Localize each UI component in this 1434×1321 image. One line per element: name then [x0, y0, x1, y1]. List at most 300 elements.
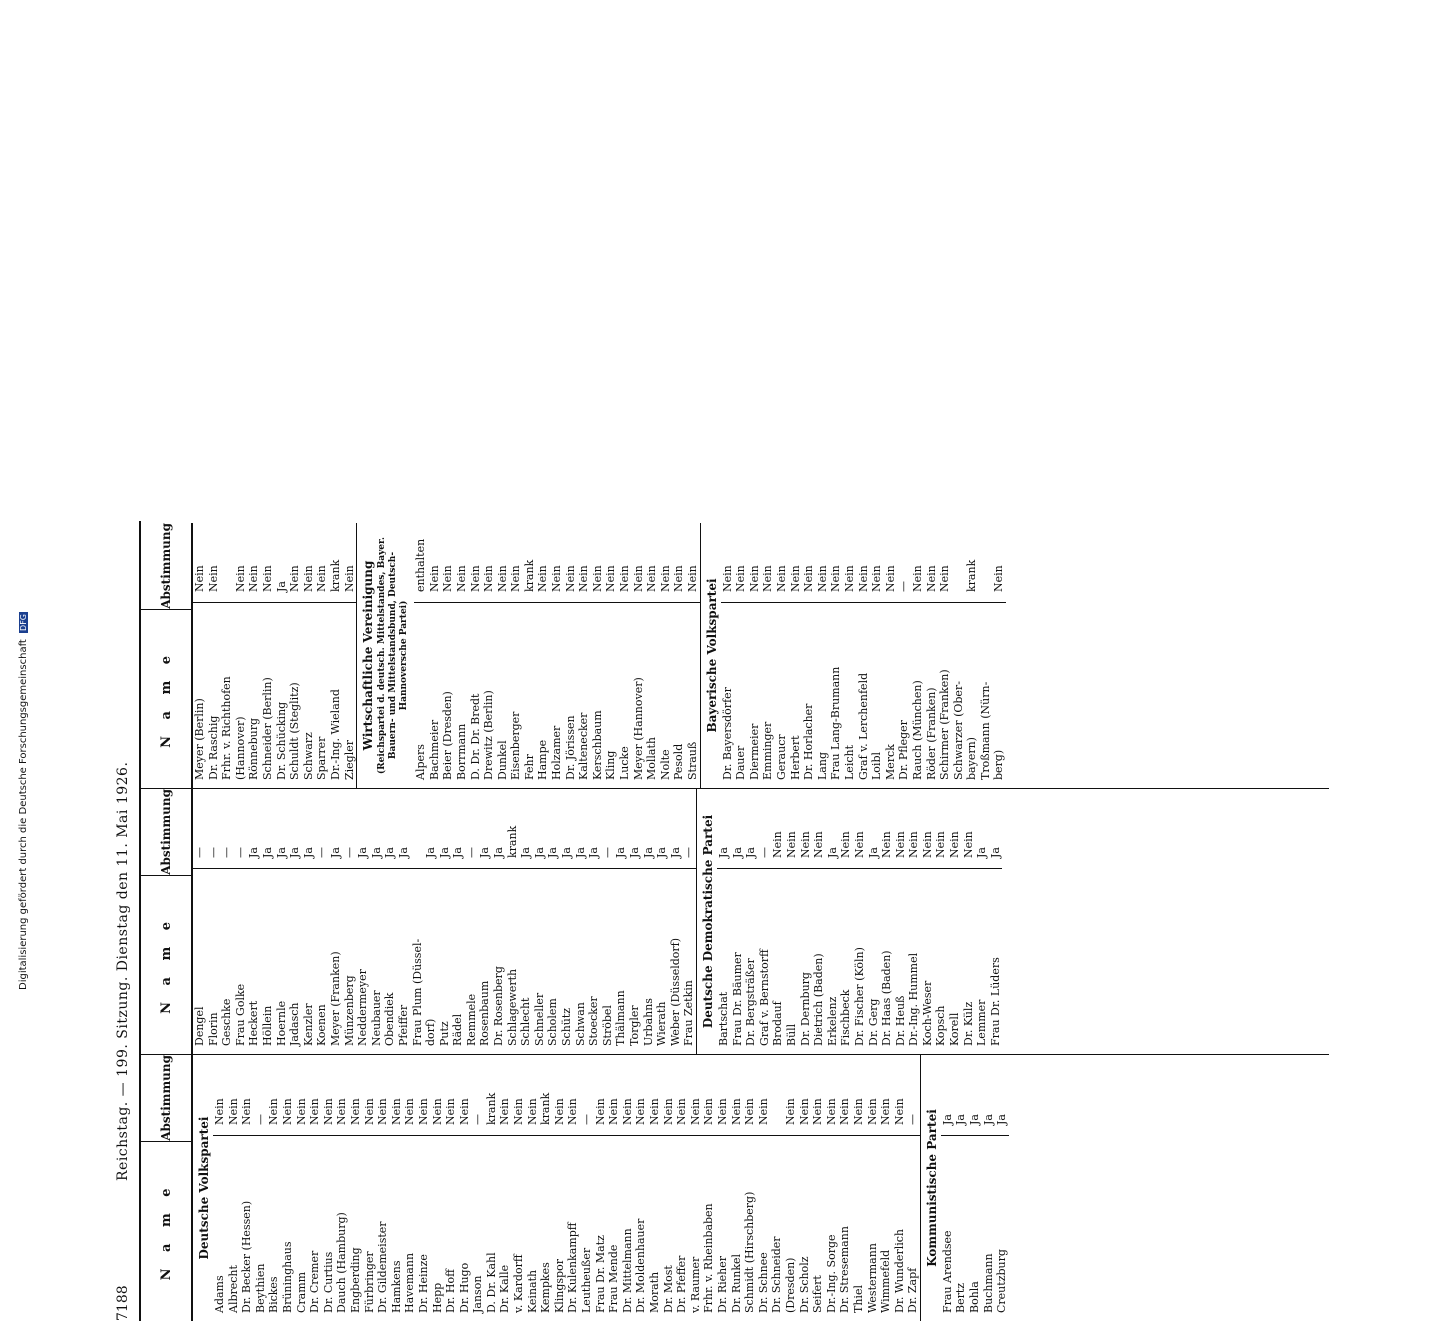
member-name: Dr. Stresemann — [838, 1135, 852, 1321]
vote-value: Nein — [342, 565, 356, 592]
vote-value: Nein — [880, 831, 894, 858]
vote-value: Ja — [825, 847, 839, 858]
vote-value: Nein — [550, 565, 564, 592]
vote-value: Nein — [812, 831, 826, 858]
vote-value: Ja — [975, 847, 989, 858]
member-name: Bertz — [954, 1135, 968, 1321]
table-row — [315, 523, 329, 788]
table-row — [220, 789, 234, 1054]
vote-value: Nein — [618, 565, 632, 592]
vote-value: Nein — [468, 565, 482, 592]
vote-value: Nein — [226, 1098, 240, 1125]
vote-value: Nein — [233, 565, 247, 592]
member-name: Thälmann — [614, 868, 628, 1054]
table-row — [220, 523, 234, 788]
table-row — [492, 789, 506, 1054]
table-row — [566, 1055, 580, 1321]
member-name: Buchmann — [982, 1135, 996, 1321]
member-name: Dr. Moldenhauer — [634, 1135, 648, 1321]
member-name: Dr. Gildemeister — [376, 1135, 390, 1321]
member-name: Dengel — [193, 868, 207, 1054]
member-name: Frau Lang-Brumann — [829, 602, 843, 788]
vote-value: Ja — [451, 847, 465, 858]
member-name: Diermeier — [748, 602, 762, 788]
table-row — [921, 789, 935, 1054]
table-column — [141, 1055, 1329, 1321]
member-name: Leutheußer — [580, 1135, 594, 1321]
vote-value: Nein — [715, 1098, 729, 1125]
party-member-list — [193, 789, 696, 1054]
table-row — [411, 789, 425, 1054]
member-name: D. Dr. Kahl — [485, 1135, 499, 1321]
member-name: Dr. Rieher — [716, 1135, 730, 1321]
vote-value: Nein — [457, 1098, 471, 1125]
table-row — [247, 789, 261, 1054]
vote-value: Nein — [879, 1098, 893, 1125]
table-row — [852, 1055, 866, 1321]
member-name: Obendiek — [383, 868, 397, 1054]
vote-value: Nein — [315, 565, 329, 592]
table-row — [438, 789, 452, 1054]
table-row — [682, 789, 696, 1054]
member-name: Havemann — [403, 1135, 417, 1321]
member-name: Strauß — [686, 602, 700, 788]
vote-value: Nein — [938, 565, 952, 592]
vote-value: Nein — [992, 565, 1006, 592]
member-name: Mollath — [645, 602, 659, 788]
member-name: Schneller — [533, 868, 547, 1054]
vote-value: Ja — [546, 847, 560, 858]
vote-header: Abstimmung — [159, 789, 173, 875]
table-row — [550, 523, 564, 788]
vote-value: Nein — [240, 1098, 254, 1125]
member-name: Merck — [884, 602, 898, 788]
member-name: Dietrich (Baden) — [812, 868, 826, 1054]
member-name: Rädel — [451, 868, 465, 1054]
table-row — [758, 789, 772, 1054]
member-name: Janson — [471, 1135, 485, 1321]
table-row — [207, 523, 221, 788]
member-name: Frhr. v. Richthofen — [220, 602, 234, 788]
member-name: Dr. Schnee — [757, 1135, 771, 1321]
vote-value: Ja — [573, 847, 587, 858]
table-row — [498, 1055, 512, 1321]
table-row — [829, 523, 843, 788]
member-name: Dr. Runkel — [730, 1135, 744, 1321]
member-name: Lemmer — [975, 868, 989, 1054]
credit-text: Digitalisierung gefördert durch die Deutsche Forschungsgemeinschaft — [18, 639, 29, 990]
table-row — [659, 523, 673, 788]
member-name: Münzenberg — [343, 868, 357, 1054]
member-name: Dr. Cremer — [308, 1135, 322, 1321]
table-row — [669, 789, 683, 1054]
vote-value: Nein — [842, 565, 856, 592]
table-row — [672, 523, 686, 788]
member-name: Meyer (Franken) — [329, 868, 343, 1054]
member-name: Urbahns — [642, 868, 656, 1054]
table-row — [485, 1055, 499, 1321]
member-name: Heckert — [247, 868, 261, 1054]
table-row — [546, 789, 560, 1054]
member-name: Korell — [948, 868, 962, 1054]
member-name: Frau Zetkin — [682, 868, 696, 1054]
member-name: Keinath — [526, 1135, 540, 1321]
member-name: Rosenbaum — [478, 868, 492, 1054]
table-row — [335, 1055, 349, 1321]
table-row — [431, 1055, 445, 1321]
vote-value: Nein — [566, 1098, 580, 1125]
table-row — [261, 523, 275, 788]
vote-value: — — [253, 1114, 267, 1125]
party-subheading: (Reichspartei d. deutsch. Mittelstandes, Bayer. Bauern- und Mittelstandsbund, Deutsch-Hannoversche Partei) — [377, 536, 410, 775]
party-heading: Wirtschaftliche Vereinigung — [361, 560, 376, 751]
member-name: Frau Arendsee — [941, 1135, 955, 1321]
vote-value: Nein — [675, 1098, 689, 1125]
table-row — [574, 789, 588, 1054]
member-name: Schmidt (Hirschberg) — [743, 1135, 757, 1321]
party-member-list — [941, 1055, 1009, 1321]
member-name: Jadasch — [288, 868, 302, 1054]
party-member-list — [414, 523, 699, 788]
vote-value: Nein — [734, 565, 748, 592]
member-name: dorf) — [424, 868, 438, 1054]
table-row — [893, 1055, 907, 1321]
vote-value: Nein — [747, 565, 761, 592]
vote-value: Ja — [866, 847, 880, 858]
table-row — [982, 1055, 996, 1321]
vote-value: Nein — [934, 831, 948, 858]
table-row — [948, 789, 962, 1054]
party-member-list — [721, 523, 1006, 788]
vote-value: Nein — [824, 1098, 838, 1125]
table-row — [329, 789, 343, 1054]
vote-value: — — [233, 847, 247, 858]
table-row — [267, 1055, 281, 1321]
table-row — [403, 1055, 417, 1321]
vote-value: krank — [539, 1092, 553, 1125]
member-name: Dunkel — [496, 602, 510, 788]
vote-value: Nein — [376, 1098, 390, 1125]
table-row — [356, 789, 370, 1054]
member-name: Kempkes — [539, 1135, 553, 1321]
member-name: Alpers — [414, 602, 428, 788]
table-row — [254, 1055, 268, 1321]
table-row — [193, 523, 207, 788]
member-name: Troßmann (Nürn- — [979, 602, 993, 788]
member-name: Dauch (Hamburg) — [335, 1135, 349, 1321]
table-row — [770, 1055, 784, 1321]
table-row — [308, 1055, 322, 1321]
table-row — [962, 789, 976, 1054]
vote-value: Nein — [688, 1098, 702, 1125]
table-row — [560, 789, 574, 1054]
member-name: Eisenberger — [509, 602, 523, 788]
vote-value: Nein — [811, 1098, 825, 1125]
vote-value: Nein — [416, 1098, 430, 1125]
table-row — [604, 523, 618, 788]
member-name: Albrecht — [227, 1135, 241, 1321]
column-header — [141, 523, 193, 788]
member-name: Frau Dr. Matz — [594, 1135, 608, 1321]
vote-value: Ja — [478, 847, 492, 858]
vote-value: Ja — [988, 847, 1002, 858]
table-row — [816, 523, 830, 788]
vote-value: — — [471, 1114, 485, 1125]
member-name: Loibl — [870, 602, 884, 788]
party-heading: Kommunistische Partei — [924, 1109, 939, 1267]
member-name: Seifert — [811, 1135, 825, 1321]
table-row — [645, 523, 659, 788]
table-column — [141, 523, 1329, 789]
table-row — [465, 789, 479, 1054]
vote-value: Nein — [634, 1098, 648, 1125]
table-row — [771, 789, 785, 1054]
sidebar-credit — [0, 0, 29, 1000]
table-row — [702, 1055, 716, 1321]
member-name: Meyer (Hannover) — [632, 602, 646, 788]
party-member-list — [193, 523, 356, 788]
vote-value: Nein — [672, 565, 686, 592]
vote-value: Nein — [924, 565, 938, 592]
member-name: Dr. Hoff — [444, 1135, 458, 1321]
vote-value: — — [757, 847, 771, 858]
vote-value: Nein — [454, 565, 468, 592]
member-name: Dr. Raschig — [207, 602, 221, 788]
member-name: Rönneburg — [247, 602, 261, 788]
vote-value: Ja — [628, 847, 641, 858]
table-row — [911, 523, 925, 788]
vote-value: Nein — [607, 1098, 621, 1125]
table-row — [390, 1055, 404, 1321]
member-name: Hoernle — [275, 868, 289, 1054]
table-row — [482, 523, 496, 788]
member-name: Dr. Kalle — [498, 1135, 512, 1321]
table-row — [536, 523, 550, 788]
table-row — [315, 789, 329, 1054]
table-row — [227, 1055, 241, 1321]
member-name: Dr. Most — [662, 1135, 676, 1321]
member-name: Rauch (München) — [911, 602, 925, 788]
table-row — [662, 1055, 676, 1321]
member-name: Creutzburg — [995, 1135, 1009, 1321]
member-name: Dr. Wunderlich — [893, 1135, 907, 1321]
member-name: Graf v. Lerchenfeld — [857, 602, 871, 788]
rotated-document-page — [113, 521, 1329, 1321]
vote-value: Nein — [267, 1098, 281, 1125]
member-name: Bohla — [968, 1135, 982, 1321]
member-name: Lang — [816, 602, 830, 788]
vote-value: Nein — [498, 1098, 512, 1125]
member-name: Dr. Scholz — [798, 1135, 812, 1321]
vote-value: Ja — [424, 847, 438, 858]
vote-value: Nein — [851, 1098, 865, 1125]
table-row — [789, 523, 803, 788]
table-row — [601, 789, 615, 1054]
vote-value: Nein — [961, 831, 975, 858]
party-heading: Bayerische Volkspartei — [704, 578, 719, 733]
table-row — [428, 523, 442, 788]
table-row — [867, 789, 881, 1054]
vote-value — [411, 789, 425, 868]
member-name: Höllein — [261, 868, 275, 1054]
member-name: Beier (Dresden) — [441, 602, 455, 788]
member-name: Lucke — [618, 602, 632, 788]
vote-value: Nein — [892, 1098, 906, 1125]
vote-value: krank — [484, 1092, 498, 1125]
member-name: Frhr. v. Rheinbaben — [702, 1135, 716, 1321]
member-name: Dr. Kulenkampff — [566, 1135, 580, 1321]
table-row — [634, 1055, 648, 1321]
vote-value: Nein — [756, 1098, 770, 1125]
member-name: Emminger — [761, 602, 775, 788]
vote-value: — — [193, 847, 206, 858]
member-name: Morath — [648, 1135, 662, 1321]
vote-value: Ja — [587, 847, 601, 858]
table-row — [761, 523, 775, 788]
member-name: Sparrer — [315, 602, 329, 788]
vote-value: Ja — [614, 847, 628, 858]
vote-value: Nein — [815, 565, 829, 592]
member-name: Neddermeyer — [356, 868, 370, 1054]
member-name: Dr. Becker (Hessen) — [240, 1135, 254, 1321]
vote-value: Nein — [839, 831, 853, 858]
name-header: N a m e — [141, 609, 191, 788]
table-row — [577, 523, 591, 788]
page-title: Reichstag. — 199. Sitzung. Dienstag den 11. Mai 1926. — [115, 761, 131, 1181]
vote-value: Nein — [720, 565, 734, 592]
vote-value: Nein — [335, 1098, 349, 1125]
table-row — [965, 523, 979, 788]
member-name: Dr.-Ing. Sorge — [825, 1135, 839, 1321]
table-row — [469, 523, 483, 788]
vote-value — [952, 523, 966, 602]
table-row — [533, 789, 547, 1054]
member-name: Dr. Heuß — [894, 868, 908, 1054]
member-name: Koch-Weser — [921, 868, 935, 1054]
table-row — [539, 1055, 553, 1321]
table-row — [716, 1055, 730, 1321]
vote-value: Ja — [247, 847, 261, 858]
vote-value: Ja — [383, 847, 397, 858]
table-row — [992, 523, 1006, 788]
vote-value: Ja — [641, 847, 655, 858]
table-row — [954, 1055, 968, 1321]
member-name: Frau Plum (Düssel- — [411, 868, 425, 1054]
table-row — [744, 789, 758, 1054]
vote-value: Ja — [260, 847, 274, 858]
table-row — [743, 1055, 757, 1321]
member-name: Fischbeck — [839, 868, 853, 1054]
vote-value: krank — [505, 825, 519, 858]
table-row — [798, 1055, 812, 1321]
table-row — [519, 789, 533, 1054]
member-name: Dr. Zapf — [906, 1135, 920, 1321]
table-row — [288, 523, 302, 788]
vote-value: Ja — [954, 1114, 968, 1125]
table-row — [506, 789, 520, 1054]
member-name: Frau Golke — [234, 868, 248, 1054]
vote-value: Ja — [492, 847, 506, 858]
vote-value: Nein — [321, 1098, 335, 1125]
member-name: Schuldt (Steglitz) — [288, 602, 302, 788]
member-name: Torgler — [628, 868, 642, 1054]
vote-value: Nein — [743, 1098, 757, 1125]
member-name: Frau Dr. Lüders — [989, 868, 1003, 1054]
table-row — [458, 1055, 472, 1321]
member-name: Kopsch — [934, 868, 948, 1054]
vote-value: Ja — [940, 1114, 954, 1125]
vote-value: Nein — [783, 1098, 797, 1125]
vote-value: Nein — [294, 1098, 308, 1125]
table-row — [607, 1055, 621, 1321]
vote-value: Ja — [655, 847, 669, 858]
vote-value: Nein — [802, 565, 816, 592]
table-row — [240, 1055, 254, 1321]
table-row — [275, 523, 289, 788]
member-name: Wierath — [655, 868, 669, 1054]
table-row — [370, 789, 384, 1054]
vote-value: Nein — [536, 565, 550, 592]
table-row — [363, 1055, 377, 1321]
table-row — [302, 523, 316, 788]
member-name: Dr. Rosenberg — [492, 868, 506, 1054]
table-row — [594, 1055, 608, 1321]
vote-value: Nein — [907, 831, 921, 858]
member-name: Frau Mende — [607, 1135, 621, 1321]
member-name: Dr. Heinze — [417, 1135, 431, 1321]
table-row — [471, 1055, 485, 1321]
member-name: Cramm — [295, 1135, 309, 1321]
vote-value: Nein — [702, 1098, 716, 1125]
member-name: Hepp — [431, 1135, 445, 1321]
member-name: Bickes — [267, 1135, 281, 1321]
member-name: Scholem — [546, 868, 560, 1054]
member-name: Schütz — [560, 868, 574, 1054]
table-row — [213, 1055, 227, 1321]
vote-value: Nein — [798, 831, 812, 858]
table-row — [207, 789, 221, 1054]
vote-value: Nein — [852, 831, 866, 858]
vote-header: Abstimmung — [159, 523, 173, 609]
vote-value: Nein — [403, 1098, 417, 1125]
table-row — [322, 1055, 336, 1321]
vote-value: Nein — [648, 1098, 661, 1125]
member-name: Engberding — [349, 1135, 363, 1321]
vote-value: Nein — [563, 565, 577, 592]
vote-value: Ja — [301, 847, 315, 858]
member-name: Stoecker — [587, 868, 601, 1054]
member-name: Holzamer — [550, 602, 564, 788]
vote-value: Nein — [883, 565, 897, 592]
vote-value: — — [682, 847, 696, 858]
member-name: Hampe — [536, 602, 550, 788]
vote-value: Nein — [525, 1098, 539, 1125]
table-row — [648, 1055, 662, 1321]
member-name: Schwarz — [302, 602, 316, 788]
member-name: Leicht — [843, 602, 857, 788]
vote-value: Nein — [645, 565, 659, 592]
table-row — [455, 523, 469, 788]
table-row — [295, 1055, 309, 1321]
vote-value: Ja — [968, 1114, 982, 1125]
vote-value: Nein — [856, 565, 870, 592]
vote-value: Nein — [658, 565, 672, 592]
table-row — [621, 1055, 635, 1321]
vote-table — [141, 521, 1329, 1321]
table-row — [553, 1055, 567, 1321]
vote-value: Nein — [495, 565, 509, 592]
member-name: v. Kardorff — [512, 1135, 526, 1321]
